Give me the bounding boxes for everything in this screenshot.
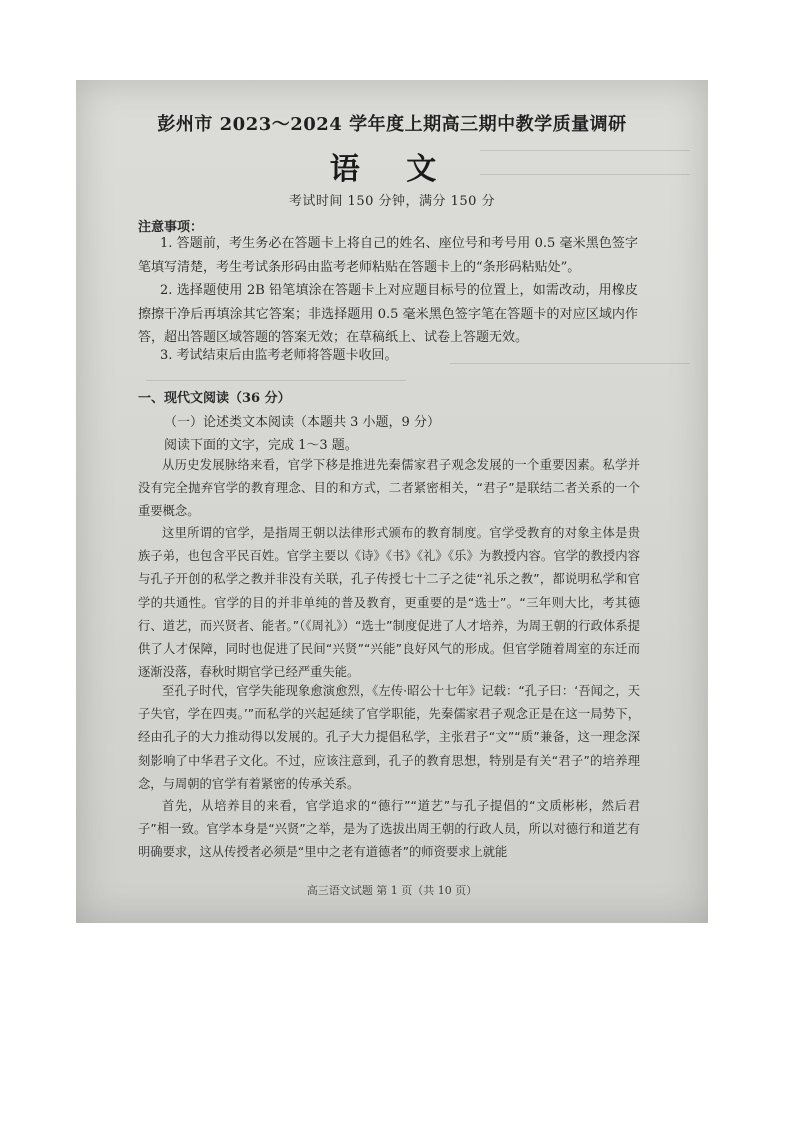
exam-title: 彭州市 2023～2024 学年度上期高三期中教学质量调研 [157,114,627,135]
subject-title: 语 文 [329,152,455,187]
reading-instruction: 阅读下面的文字，完成 1～3 题。 [164,438,358,453]
exam-page-photo [76,80,708,923]
passage-paragraph: 首先，从培养目的来看，官学追求的“德行”“道艺”与孔子提倡的“文质彬彬，然后君子”相一致。官学本身是“兴贤”之举，是为了选拔出周王朝的行政人员，所以对德行和道艺有明确要求，这从传授者必须是“里中之老有道德者”的师资要求上就能 [138,799,640,860]
subsection-title: （一）论述类文本阅读（本题共 3 小题，9 分） [164,415,440,430]
section-title: 一、现代文阅读（36 分） [138,391,291,406]
passage-paragraph: 从历史发展脉络来看，官学下移是推进先秦儒家君子观念发展的一个重要因素。私学并没有完全抛弃官学的教育理念、目的和方式，二者紧密相关，“君子”是联结二者关系的一个重要概念。 [138,458,640,519]
exam-info: 考试时间 150 分钟，满分 150 分 [288,194,496,209]
notice-item: 3. 考试结束后由监考老师将答题卡收回。 [160,348,398,363]
passage-paragraph: 这里所谓的官学，是指周王朝以法律形式颁布的教育制度。官学受教育的对象主体是贵族子弟，也包含平民百姓。官学主要以《诗》《书》《礼》《乐》为教授内容。官学的教授内容与孔子开创的私学之教并非没有关联，孔子传授七十二子之徒“礼乐之教”，都说明私学和官学的共通性。官学的目的并非单纯的普及教育，更重要的是“选士”。“三年则大比，考其德行、道艺，而兴贤者、能者。”（《周礼》）“选士”制度促进了人才培养，为周王朝的行政体系提供了人才保障，同时也促进了民间“兴贤”“兴能”良好风气的形成。但官学随着周室的东迁而逐渐没落，春秋时期官学已经严重失能。 [138,526,640,680]
passage-paragraph: 至孔子时代，官学失能现象愈演愈烈，《左传·昭公十七年》记载：“孔子曰：‘吾闻之，天子失官，学在四夷。’”而私学的兴起延续了官学职能，先秦儒家君子观念正是在这一局势下，经由孔子的大力推动得以发展的。孔子大力提倡私学，主张君子“文”“质”兼备，这一理念深刻影响了中华君子文化。不过，应该注意到，孔子的教育思想，特别是有关“君子”的培养理念，与周朝的官学有着紧密的传承关系。 [138,684,640,791]
notice-item: 2. 选择题使用 2B 铅笔填涂在答题卡上对应题目标号的位置上，如需改动，用橡皮擦擦干净后再填涂其它答案；非选择题用 0.5 毫米黑色签字笔在答题卡的对应区域内作答，超出答题区域答题的答案无效；在草稿纸上、试卷上答题无效。 [138,283,638,345]
page-footer: 高三语文试题 第 1 页（共 10 页） [306,884,478,897]
bleed-through-line [146,380,406,381]
notice-item: 1. 答题前，考生务必在答题卡上将自己的姓名、座位号和考号用 0.5 毫米黑色签字笔填写清楚，考生考试条形码由监考老师粘贴在答题卡上的“条形码粘贴处”。 [138,236,638,275]
notice-heading: 注意事项： [138,220,204,235]
